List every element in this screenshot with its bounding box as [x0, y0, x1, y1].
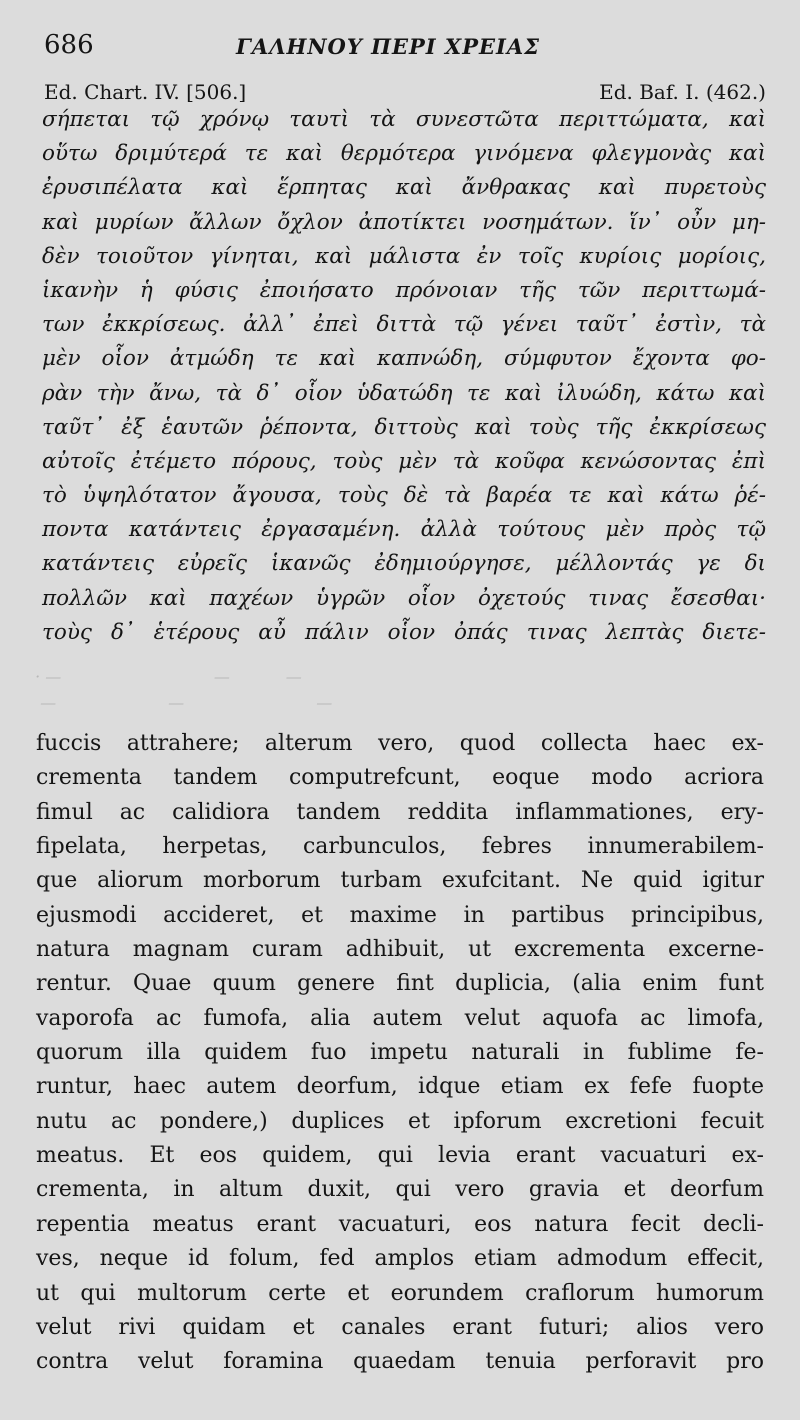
latin-line: runtur, haec autem deorfum, idque etiam ex fefe fuopte: [36, 1074, 764, 1100]
greek-line: οὕτω δριμύτερά τε καὶ θερμότερα γινόμενα φλεγμονὰς καὶ: [42, 141, 766, 167]
greek-line: καὶ μυρίων ἄλλων ὄχλον ἀποτίκτει νοσημάτων. ἵν᾽ οὖν μη-: [42, 209, 766, 235]
greek-line: ἐρυσιπέλατα καὶ ἕρπητας καὶ ἄνθρακας καὶ πυρετοὺς: [42, 175, 766, 201]
latin-line: crementa, in altum duxit, qui vero gravia et deorfum: [36, 1177, 764, 1203]
greek-line: αὐτοῖς ἐτέμετο πόρους, τοὺς μὲν τὰ κοῦφα κενώσοντας ἐπὶ: [42, 448, 766, 474]
greek-line: των ἐκκρίσεως. ἀλλ᾽ ἐπεὶ διττὰ τῷ γένει ταῦτ᾽ ἐστὶν, τὰ: [42, 312, 766, 338]
page-number: 686: [44, 30, 94, 60]
greek-line: ρὰν τὴν ἄνω, τὰ δ᾽ οἷον ὑδατώδη τε καὶ ἰλυώδη, κάτω καὶ: [42, 380, 766, 406]
bleed-through-shadow: · — — — — — —: [30, 667, 333, 712]
latin-line: velut rivi quidam et canales erant futuri; alios vero: [36, 1314, 764, 1340]
latin-line: que aliorum morborum turbam exufcitant. Ne quid igitur: [36, 868, 764, 894]
latin-line: fimul ac calidiora tandem reddita inflammationes, ery-: [36, 799, 764, 825]
latin-line: quorum illa quidem fuo impetu naturali in fublime fe-: [36, 1040, 764, 1066]
running-title: ΓΑΛΗΝΟΥ ΠΕΡΙ ΧΡΕΙΑΣ: [236, 34, 540, 59]
latin-text-block: [36, 727, 764, 1380]
greek-line: ταῦτ᾽ ἐξ ἑαυτῶν ῥέποντα, διττοὺς καὶ τοὺς τῆς ἐκκρίσεως: [42, 414, 766, 440]
running-head: [44, 30, 764, 64]
latin-line: fuccis attrahere; alterum vero, quod collecta haec ex-: [36, 731, 764, 756]
latin-line: rentur. Quae quum genere fint duplicia, (alia enim funt: [36, 971, 764, 997]
latin-line: vaporofa ac fumofa, alia autem velut aquofa ac limofa,: [36, 1005, 764, 1031]
latin-line: fipelata, herpetas, carbunculos, febres innumerabilem-: [36, 834, 764, 860]
latin-line: crementa tandem computrefcunt, eoque modo acriora: [36, 765, 764, 791]
edition-chart-reference: Ed. Chart. IV. [506.]: [44, 80, 247, 104]
greek-line: πολλῶν καὶ παχέων ὑγρῶν οἷον ὀχετούς τινας ἔσεσθαι·: [42, 585, 766, 611]
latin-line: nutu ac pondere,) duplices et ipforum excretioni fecuit: [36, 1108, 764, 1134]
edition-basel-reference: Ed. Baf. I. (462.): [599, 80, 766, 104]
greek-line: ποντα κατάντεις ἐργασαμένη. ἀλλὰ τούτους μὲν πρὸς τῷ: [42, 517, 766, 543]
greek-line: σήπεται τῷ χρόνῳ ταυτὶ τὰ συνεστῶτα περιττώματα, καὶ: [42, 107, 766, 132]
greek-line: τὸ ὑψηλότατον ἄγουσα, τοὺς δὲ τὰ βαρέα τε καὶ κάτω ῥέ-: [42, 483, 766, 509]
latin-line: ut qui multorum certe et eorundem craflorum humorum: [36, 1280, 764, 1306]
greek-line: δὲν τοιοῦτον γίνηται, καὶ μάλιστα ἐν τοῖς κυρίοις μορίοις,: [42, 243, 766, 269]
greek-line: τοὺς δ᾽ ἑτέρους αὖ πάλιν οἷον ὀπάς τινας λεπτὰς διετε-: [42, 619, 766, 645]
latin-line: natura magnam curam adhibuit, ut excrementa excerne-: [36, 937, 764, 963]
greek-line: κατάντεις εὐρεῖς ἱκανῶς ἐδημιούργησε, μέλλοντάς γε δι: [42, 551, 766, 577]
latin-line: ves, neque id folum, fed amplos etiam admodum effecit,: [36, 1246, 764, 1272]
greek-line: μὲν οἷον ἀτμώδη τε καὶ καπνώδη, σύμφυτον ἔχοντα φο-: [42, 346, 766, 372]
latin-line: contra velut foramina quaedam tenuia perforavit pro: [36, 1349, 764, 1375]
latin-line: meatus. Et eos quidem, qui levia erant vacuaturi ex-: [36, 1143, 764, 1169]
latin-line: ejusmodi accideret, et maxime in partibus principibus,: [36, 902, 764, 928]
latin-line: repentia meatus erant vacuaturi, eos natura fecit decli-: [36, 1211, 764, 1237]
greek-text-block: [42, 103, 766, 650]
greek-line: ἱκανὴν ἡ φύσις ἐποιήσατο πρόνοιαν τῆς τῶν περιττωμά-: [42, 277, 766, 303]
